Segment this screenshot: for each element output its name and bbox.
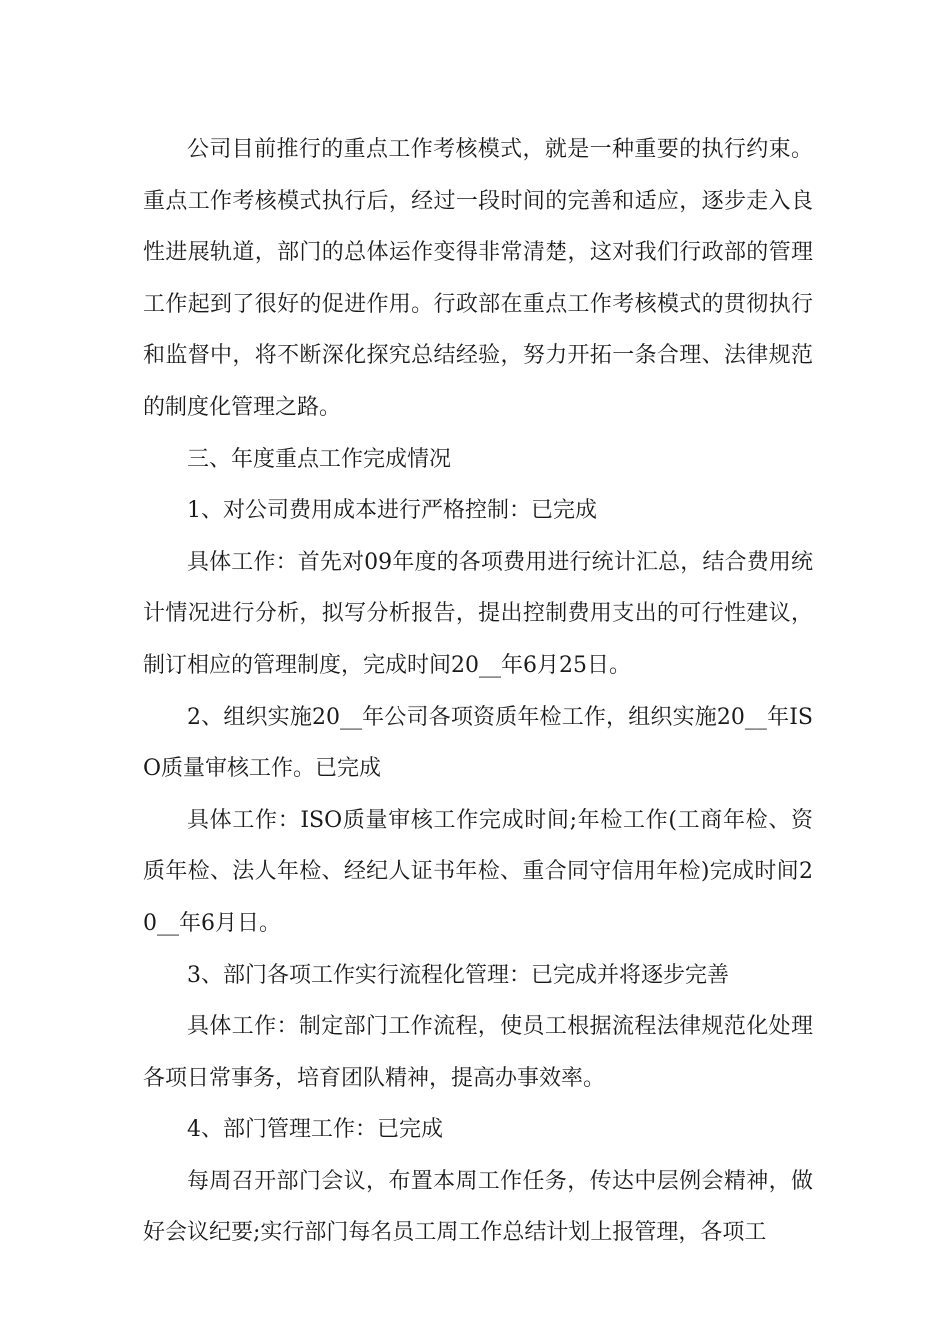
item-2-heading: 2、组织实施20__年公司各项资质年检工作，组织实施20__年ISO质量审核工作。已完成 (143, 704, 813, 782)
item-4-heading: 4、部门管理工作：已完成 (187, 1117, 443, 1143)
item-1-details: 具体工作：首先对09年度的各项费用进行统计汇总，结合费用统计情况进行分析，拟写分析报告，提出控制费用支出的可行性建议，制订相应的管理制度，完成时间20__年6月25日。 (143, 549, 813, 678)
item-2-details: 具体工作：ISO质量审核工作完成时间;年检工作(工商年检、资质年检、法人年检、经纪人证书年检、重合同守信用年检)完成时间20__年6月日。 (143, 807, 813, 936)
paragraph-intro: 公司目前推行的重点工作考核模式，就是一种重要的执行约束。重点工作考核模式执行后，经过一段时间的完善和适应，逐步走入良性进展轨道，部门的总体运作变得非常清楚，这对我们行政部的管理工作起到了很好的促进作用。行政部在重点工作考核模式的贯彻执行和监督中，将不断深化探究总结经验，努力开拓一条合理、法律规范的制度化管理之路。 (143, 137, 813, 420)
section-heading-annual-work: 三、年度重点工作完成情况 (187, 446, 452, 472)
document-body (143, 124, 813, 1259)
item-3-details: 具体工作：制定部门工作流程，使员工根据流程法律规范化处理各项日常事务，培育团队精神，提高办事效率。 (143, 1014, 813, 1091)
item-3-heading: 3、部门各项工作实行流程化管理：已完成并将逐步完善 (187, 962, 729, 988)
item-4-details: 每周召开部门会议，布置本周工作任务，传达中层例会精神，做好会议纪要;实行部门每名员工周工作总结计划上报管理，各项工 (143, 1168, 813, 1246)
item-1-heading: 1、对公司费用成本进行严格控制：已完成 (187, 498, 597, 524)
